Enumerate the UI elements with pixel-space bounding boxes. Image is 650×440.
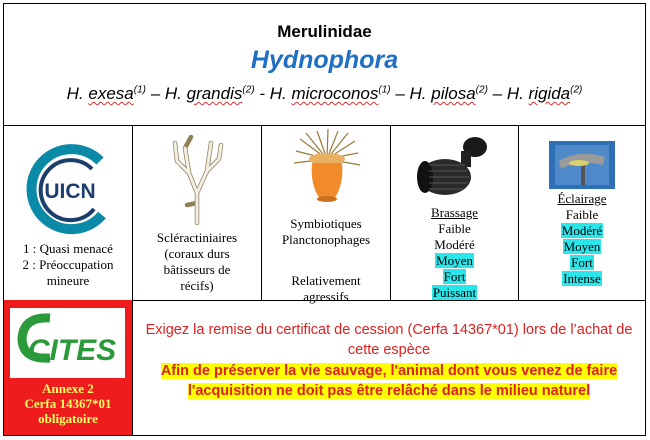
polyp-icon <box>292 129 362 207</box>
species-name: H. rigida$^{(2)}$ <box>506 84 583 103</box>
wave-pump-icon <box>415 129 495 199</box>
coral-type-line-1: Scléractiniaires <box>156 230 238 245</box>
certificate-notice-line-2: cette espèce <box>347 342 431 358</box>
species-name: H. pilosa$^{(2)}$ – <box>409 84 507 103</box>
release-warning <box>144 361 634 401</box>
cites-mandatory: obligatoire <box>38 411 98 426</box>
coral-type-text <box>135 230 259 294</box>
uicn-line-3: mineure <box>46 273 90 288</box>
uicn-line-1: 1 : Quasi menacé <box>23 241 113 256</box>
coral-type-cell <box>133 125 262 300</box>
lighting-levels <box>521 191 643 287</box>
species-sheet <box>3 3 646 436</box>
cites-logo-icon <box>10 308 125 378</box>
flow-level: Modéré <box>434 237 475 252</box>
aquarium-lamp-icon <box>549 141 615 189</box>
flow-level: Fort <box>443 269 466 284</box>
cites-logo <box>10 308 125 378</box>
cites-info <box>4 381 132 426</box>
uicn-logo-text: UICN <box>44 180 96 203</box>
coral-type-line-4: récifs) <box>180 278 214 293</box>
flow-level: Faible <box>438 221 471 236</box>
branching-coral-icon <box>167 133 227 225</box>
feeding-line-1: Symbiotiques <box>290 216 362 231</box>
light-level: Intense <box>563 271 601 286</box>
feeding-text <box>264 216 388 248</box>
water-flow-title: Brassage <box>431 205 478 220</box>
uicn-line-2: 2 : Préoccupation <box>22 257 114 272</box>
species-name: H. grandis$^{(2)}$ - <box>164 84 270 103</box>
light-level: Fort <box>571 255 593 270</box>
species-name: H. exesa$^{(1)}$ – <box>66 84 165 103</box>
light-level: Modéré <box>561 223 603 238</box>
release-warning-line-2: l'acquisition ne doit pas être relâché dans le milieu naturel <box>187 383 591 399</box>
certificate-notice <box>144 320 634 360</box>
water-flow-levels <box>393 205 516 301</box>
water-flow-cell <box>391 125 519 300</box>
species-name: H. microconos$^{(1)}$ – <box>269 84 410 103</box>
cites-row <box>4 300 645 435</box>
uicn-logo <box>18 143 118 235</box>
cites-cell <box>4 300 133 435</box>
flow-level: Moyen <box>436 253 473 268</box>
certificate-notice-line-1: Exigez la remise du certificat de cession (Cerfa 14367*01) lors de l’achat de <box>145 322 633 338</box>
lighting-title: Éclairage <box>557 191 607 206</box>
behavior-line-2: agressifs <box>303 289 349 304</box>
release-warning-line-1: Afin de préserver la vie sauvage, l'animal dont vous venez de faire <box>160 363 618 379</box>
light-level: Faible <box>565 207 599 222</box>
cites-annex: Annexe 2 <box>42 381 94 396</box>
info-row <box>4 125 645 304</box>
header <box>4 4 645 126</box>
cites-cerfa: Cerfa 14367*01 <box>24 396 112 411</box>
feeding-line-2: Planctonophages <box>281 232 371 247</box>
light-level: Moyen <box>563 239 601 254</box>
feeding-cell <box>262 125 391 304</box>
family-name: Merulinidae <box>277 22 372 41</box>
lighting-cell <box>519 125 645 300</box>
coral-type-line-2: (coraux durs <box>164 246 230 261</box>
genus-name: Hydnophora <box>250 46 399 74</box>
species-list <box>4 84 645 104</box>
coral-type-line-3: bâtisseurs de <box>163 262 231 277</box>
flow-level: Puissant <box>432 285 477 300</box>
behavior-line-1: Relativement <box>291 273 361 288</box>
uicn-cell <box>4 125 133 300</box>
cites-logo-text: CITES <box>27 334 117 367</box>
uicn-status <box>6 241 130 289</box>
